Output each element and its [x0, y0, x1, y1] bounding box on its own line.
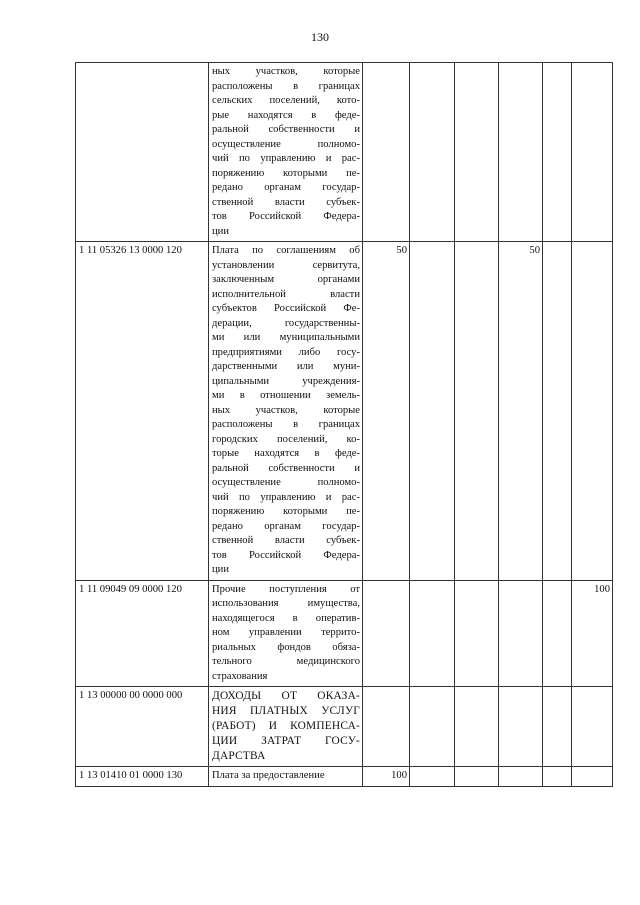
amount-cell-c6: 100 — [572, 580, 613, 687]
revenue-table — [75, 62, 613, 787]
description-line: ДОХОДЫ ОТ ОКАЗА- — [212, 690, 360, 702]
description-line: дерации, государственны- — [212, 317, 360, 329]
amount-cell-c2 — [410, 242, 455, 581]
description-line: Прочие поступления от — [212, 583, 360, 595]
description-line: дарственными или муни- — [212, 361, 360, 372]
amount-cell-c3 — [455, 687, 499, 767]
amount-cell-c6 — [572, 63, 613, 242]
description-line: страхования — [212, 670, 268, 682]
description-line: риальных фондов обяза- — [212, 641, 360, 653]
description-line: расположены в границах — [212, 419, 360, 430]
amount-cell-c2 — [410, 580, 455, 687]
description-line: предприятиями либо госу- — [212, 346, 360, 358]
amount-cell-c4 — [499, 767, 543, 787]
description-line: осуществление полномо- — [212, 477, 360, 488]
amount-cell-c1 — [363, 687, 410, 767]
description-line: тельного медицинского — [212, 656, 360, 667]
amount-cell-c2 — [410, 63, 455, 242]
revenue-description — [209, 580, 363, 687]
description-line: использования имущества, — [212, 598, 360, 609]
page-number: 130 — [311, 30, 329, 44]
description-line: чий по управлению и рас- — [212, 491, 360, 503]
description-line: ми в отношении земель- — [212, 390, 360, 401]
description-line: рые находятся в феде- — [212, 109, 360, 121]
table-row — [76, 767, 613, 787]
table-row — [76, 242, 613, 581]
amount-cell-c5 — [543, 767, 572, 787]
amount-cell-c3 — [455, 242, 499, 581]
description-line: ных участков, которые — [212, 66, 360, 77]
description-line: редано органам государ- — [212, 182, 360, 193]
description-line: субъектов Российской Фе- — [212, 303, 360, 314]
budget-code: 1 11 09049 09 0000 120 — [76, 580, 209, 687]
revenue-description — [209, 242, 363, 581]
revenue-description — [209, 767, 363, 787]
amount-cell-c1 — [363, 63, 410, 242]
table-row — [76, 580, 613, 687]
amount-cell-c3 — [455, 63, 499, 242]
amount-cell-c4 — [499, 580, 543, 687]
description-line: поряжению которыми пе- — [212, 506, 360, 517]
description-line: НИЯ ПЛАТНЫХ УСЛУГ — [212, 705, 360, 717]
description-line: ции — [212, 564, 230, 575]
amount-cell-c4 — [499, 687, 543, 767]
description-line: редано органам государ- — [212, 520, 360, 532]
description-line: (РАБОТ) И КОМПЕНСА- — [212, 720, 360, 732]
description-line: установлении сервитута, — [212, 259, 360, 271]
amount-cell-c5 — [543, 242, 572, 581]
amount-cell-c2 — [410, 687, 455, 767]
amount-cell-c4 — [499, 63, 543, 242]
description-line: исполнительной власти — [212, 288, 360, 300]
table-row — [76, 687, 613, 767]
amount-cell-c2 — [410, 767, 455, 787]
amount-cell-c1 — [363, 580, 410, 687]
description-line: ми или муниципальными — [212, 332, 360, 343]
description-line: ДАРСТВА — [212, 750, 266, 762]
description-line: Плата по соглашениям об — [212, 245, 360, 256]
amount-cell-c1: 50 — [363, 242, 410, 581]
amount-cell-c3 — [455, 580, 499, 687]
description-line: тов Российской Федера- — [212, 549, 360, 561]
description-line: осуществление полномо- — [212, 138, 360, 150]
description-line: ции — [212, 225, 230, 237]
description-line: ральной собственности и — [212, 462, 360, 474]
budget-code: 1 13 00000 00 0000 000 — [76, 687, 209, 767]
amount-cell-c6 — [572, 687, 613, 767]
amount-cell-c1: 100 — [363, 767, 410, 787]
description-line: находящегося в оператив- — [212, 612, 360, 624]
revenue-description — [209, 687, 363, 767]
table-body — [76, 63, 613, 787]
budget-code — [76, 63, 209, 242]
description-line: тов Российской Федера- — [212, 211, 360, 222]
amount-cell-c5 — [543, 687, 572, 767]
description-line: чий по управлению и рас- — [212, 153, 360, 164]
budget-code: 1 13 01410 01 0000 130 — [76, 767, 209, 787]
description-line: ственной власти субъек- — [212, 196, 360, 208]
description-line: городских поселений, ко- — [212, 433, 360, 445]
description-line: поряжению которыми пе- — [212, 167, 360, 179]
description-line: сельских поселений, кото- — [212, 95, 360, 106]
amount-cell-c3 — [455, 767, 499, 787]
description-line: ном управлении террито- — [212, 627, 360, 638]
table-row — [76, 63, 613, 242]
description-line: ральной собственности и — [212, 124, 360, 135]
budget-code: 1 11 05326 13 0000 120 — [76, 242, 209, 581]
description-line: расположены в границах — [212, 80, 360, 92]
amount-cell-c5 — [543, 580, 572, 687]
amount-cell-c5 — [543, 63, 572, 242]
amount-cell-c6 — [572, 767, 613, 787]
description-line: ципальными учреждения- — [212, 375, 360, 387]
amount-cell-c4: 50 — [499, 242, 543, 581]
amount-cell-c6 — [572, 242, 613, 581]
description-line: торые находятся в феде- — [212, 448, 360, 459]
description-line: ных участков, которые — [212, 404, 360, 416]
description-line: Плата за предоставление — [212, 770, 325, 781]
description-line: заключенным органами — [212, 274, 360, 285]
description-line: ЦИИ ЗАТРАТ ГОСУ- — [212, 735, 360, 747]
revenue-description — [209, 63, 363, 242]
description-line: ственной власти субъек- — [212, 535, 360, 546]
